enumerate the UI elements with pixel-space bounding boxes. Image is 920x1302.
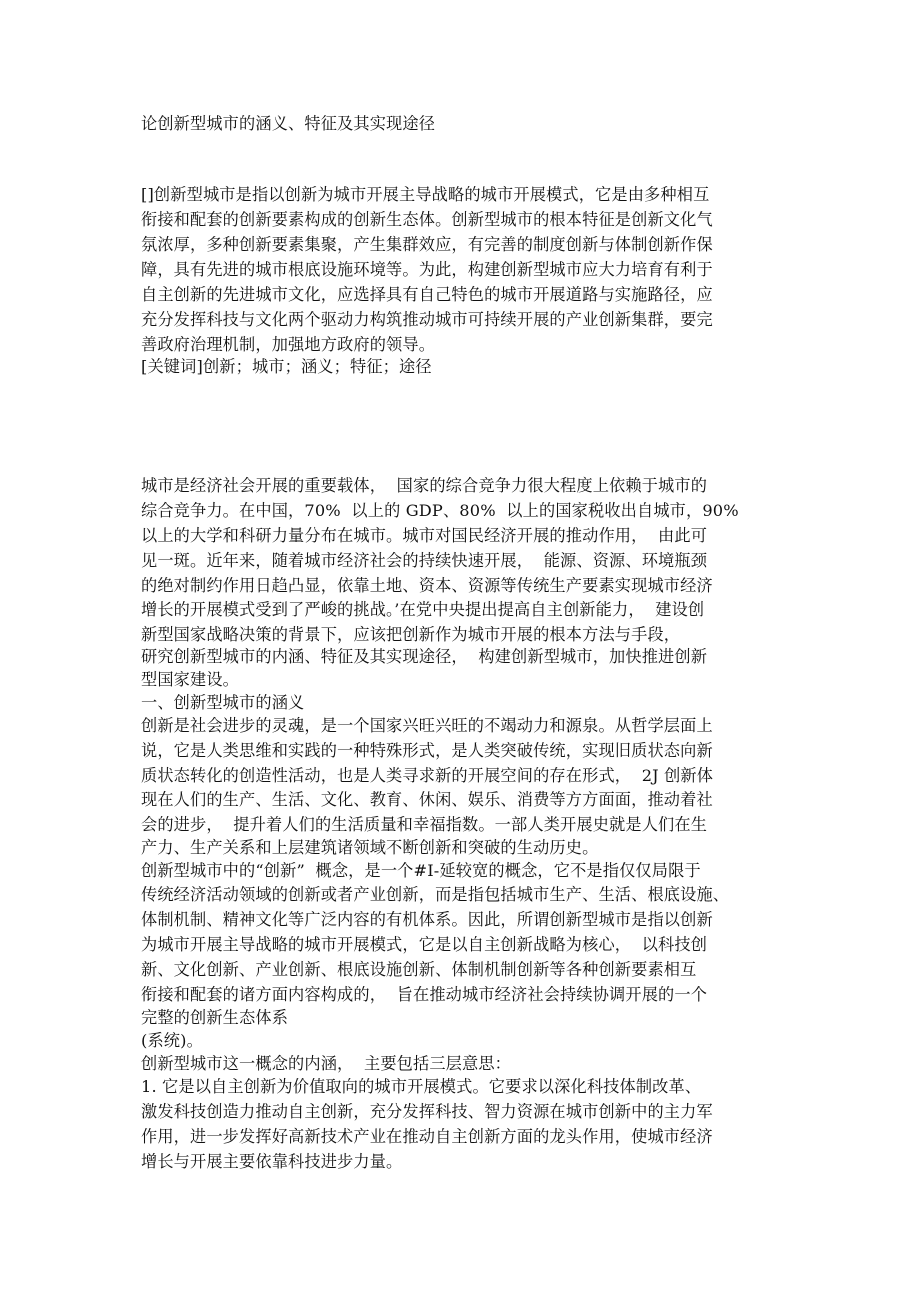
body-line: 为城市开展主导战略的城市开展模式，它是以自主创新战略为核心， 以科技创 [141, 935, 708, 954]
body-line: 以上的大学和科研力量分布在城市。城市对国民经济开展的推动作用， 由此可 [141, 526, 708, 545]
abstract-line: 善政府治理机制，加强地方政府的领导。 [141, 335, 436, 354]
body-line: 研究创新型城市的内涵、特征及其实现途径， 构建创新型城市，加快推进创新 [141, 647, 708, 666]
body-line: 质状态转化的创造性活动，也是人类寻求新的开展空间的存在形式， 2J 创新体 [141, 766, 714, 785]
body-line: 传统经济活动领域的创新或者产业创新，而是指包括城市生产、生活、根底设施、 [141, 885, 730, 904]
body-line: 城市是经济社会开展的重要载体， 国家的综合竞争力很大程度上依赖于城市的 [141, 476, 708, 495]
body-line: 激发科技创造力推动自主创新，充分发挥科技、智力资源在城市创新中的主力军 [141, 1102, 713, 1121]
abstract-line: 自主创新的先进城市文化，应选择具有自己特色的城市开展道路与实施路径，应 [141, 285, 713, 304]
abstract-line: 障，具有先进的城市根底设施环境等。为此，构建创新型城市应大力培育有利于 [141, 260, 713, 279]
abstract-line: 衔接和配套的创新要素构成的创新生态体。创新型城市的根本特征是创新文化气 [141, 210, 713, 229]
body-line: 体制机制、精神文化等广泛内容的有机体系。因此，所谓创新型城市是指以创新 [141, 910, 713, 929]
document-title: 论创新型城市的涵义、特征及其实现途径 [141, 114, 436, 133]
body-line: 的绝对制约作用日趋凸显，依靠土地、资本、资源等传统生产要素实现城市经济 [141, 576, 713, 595]
body-line: 创新型城市这一概念的内涵， 主要包括三层意思： [141, 1054, 512, 1073]
body-line: 创新型城市中的“创新” 概念，是一个#I-延较宽的概念，它不是指仅仅局限于 [141, 861, 701, 880]
body-line: 会的进步， 提升着人们的生活质量和幸福指数。一部人类开展史就是人们在生 [141, 815, 708, 834]
keywords-line: [关键词]创新；城市；涵义；特征；途径 [141, 357, 432, 376]
abstract-line: 氛浓厚，多种创新要素集聚，产生集群效应，有完善的制度创新与体制创新作保 [141, 235, 713, 254]
body-line: 衔接和配套的诸方面内容构成的， 旨在推动城市经济社会持续协调开展的一个 [141, 985, 708, 1004]
body-line: 现在人们的生产、生活、文化、教育、休闲、娱乐、消费等方方面面，推动着社 [141, 790, 713, 809]
body-line: 说，它是人类思维和实践的一种特殊形式，是人类突破传统，实现旧质状态向新 [141, 741, 713, 760]
section-heading: 一、创新型城市的涵义 [141, 693, 305, 712]
body-line: 新、文化创新、产业创新、根底设施创新、体制机制创新等各种创新要素相互 [141, 960, 697, 979]
abstract-line: 充分发挥科技与文化两个驱动力构筑推动城市可持续开展的产业创新集群，要完 [141, 310, 713, 329]
body-line: 增长的开展模式受到了严峻的挑战。’在党中央提出提高自主创新能力， 建设创 [141, 600, 705, 619]
body-line: 作用，进一步发挥好高新技术产业在推动自主创新方面的龙头作用，使城市经济 [141, 1127, 713, 1146]
body-line: 完整的创新生态体系 [141, 1008, 289, 1027]
body-line: 创新是社会进步的灵魂，是一个国家兴旺兴旺的不竭动力和源泉。从哲学层面上 [141, 716, 713, 735]
body-line: 新型国家战略决策的背景下，应该把创新作为城市开展的根本方法与手段， [141, 625, 681, 644]
abstract-line: []创新型城市是指以创新为城市开展主导战略的城市开展模式，它是由多种相互 [141, 185, 710, 204]
body-line: 增长与开展主要依靠科技进步力量。 [141, 1152, 403, 1171]
body-line: 见一斑。近年来，随着城市经济社会的持续快速开展， 能源、资源、环境瓶颈 [141, 551, 708, 570]
body-line: 综合竞争力。在中国，70% 以上的 GDP、80% 以上的国家税收出自城市，90% [141, 501, 739, 520]
body-line: 型国家建设。 [141, 670, 240, 689]
body-line: 产力、生产关系和上层建筑诸领域不断创新和突破的生动历史。 [141, 838, 599, 857]
body-line: 1. 它是以自主创新为价值取向的城市开展模式。它要求以深化科技体制改革、 [141, 1077, 702, 1096]
body-line: (系统)。 [141, 1031, 203, 1050]
